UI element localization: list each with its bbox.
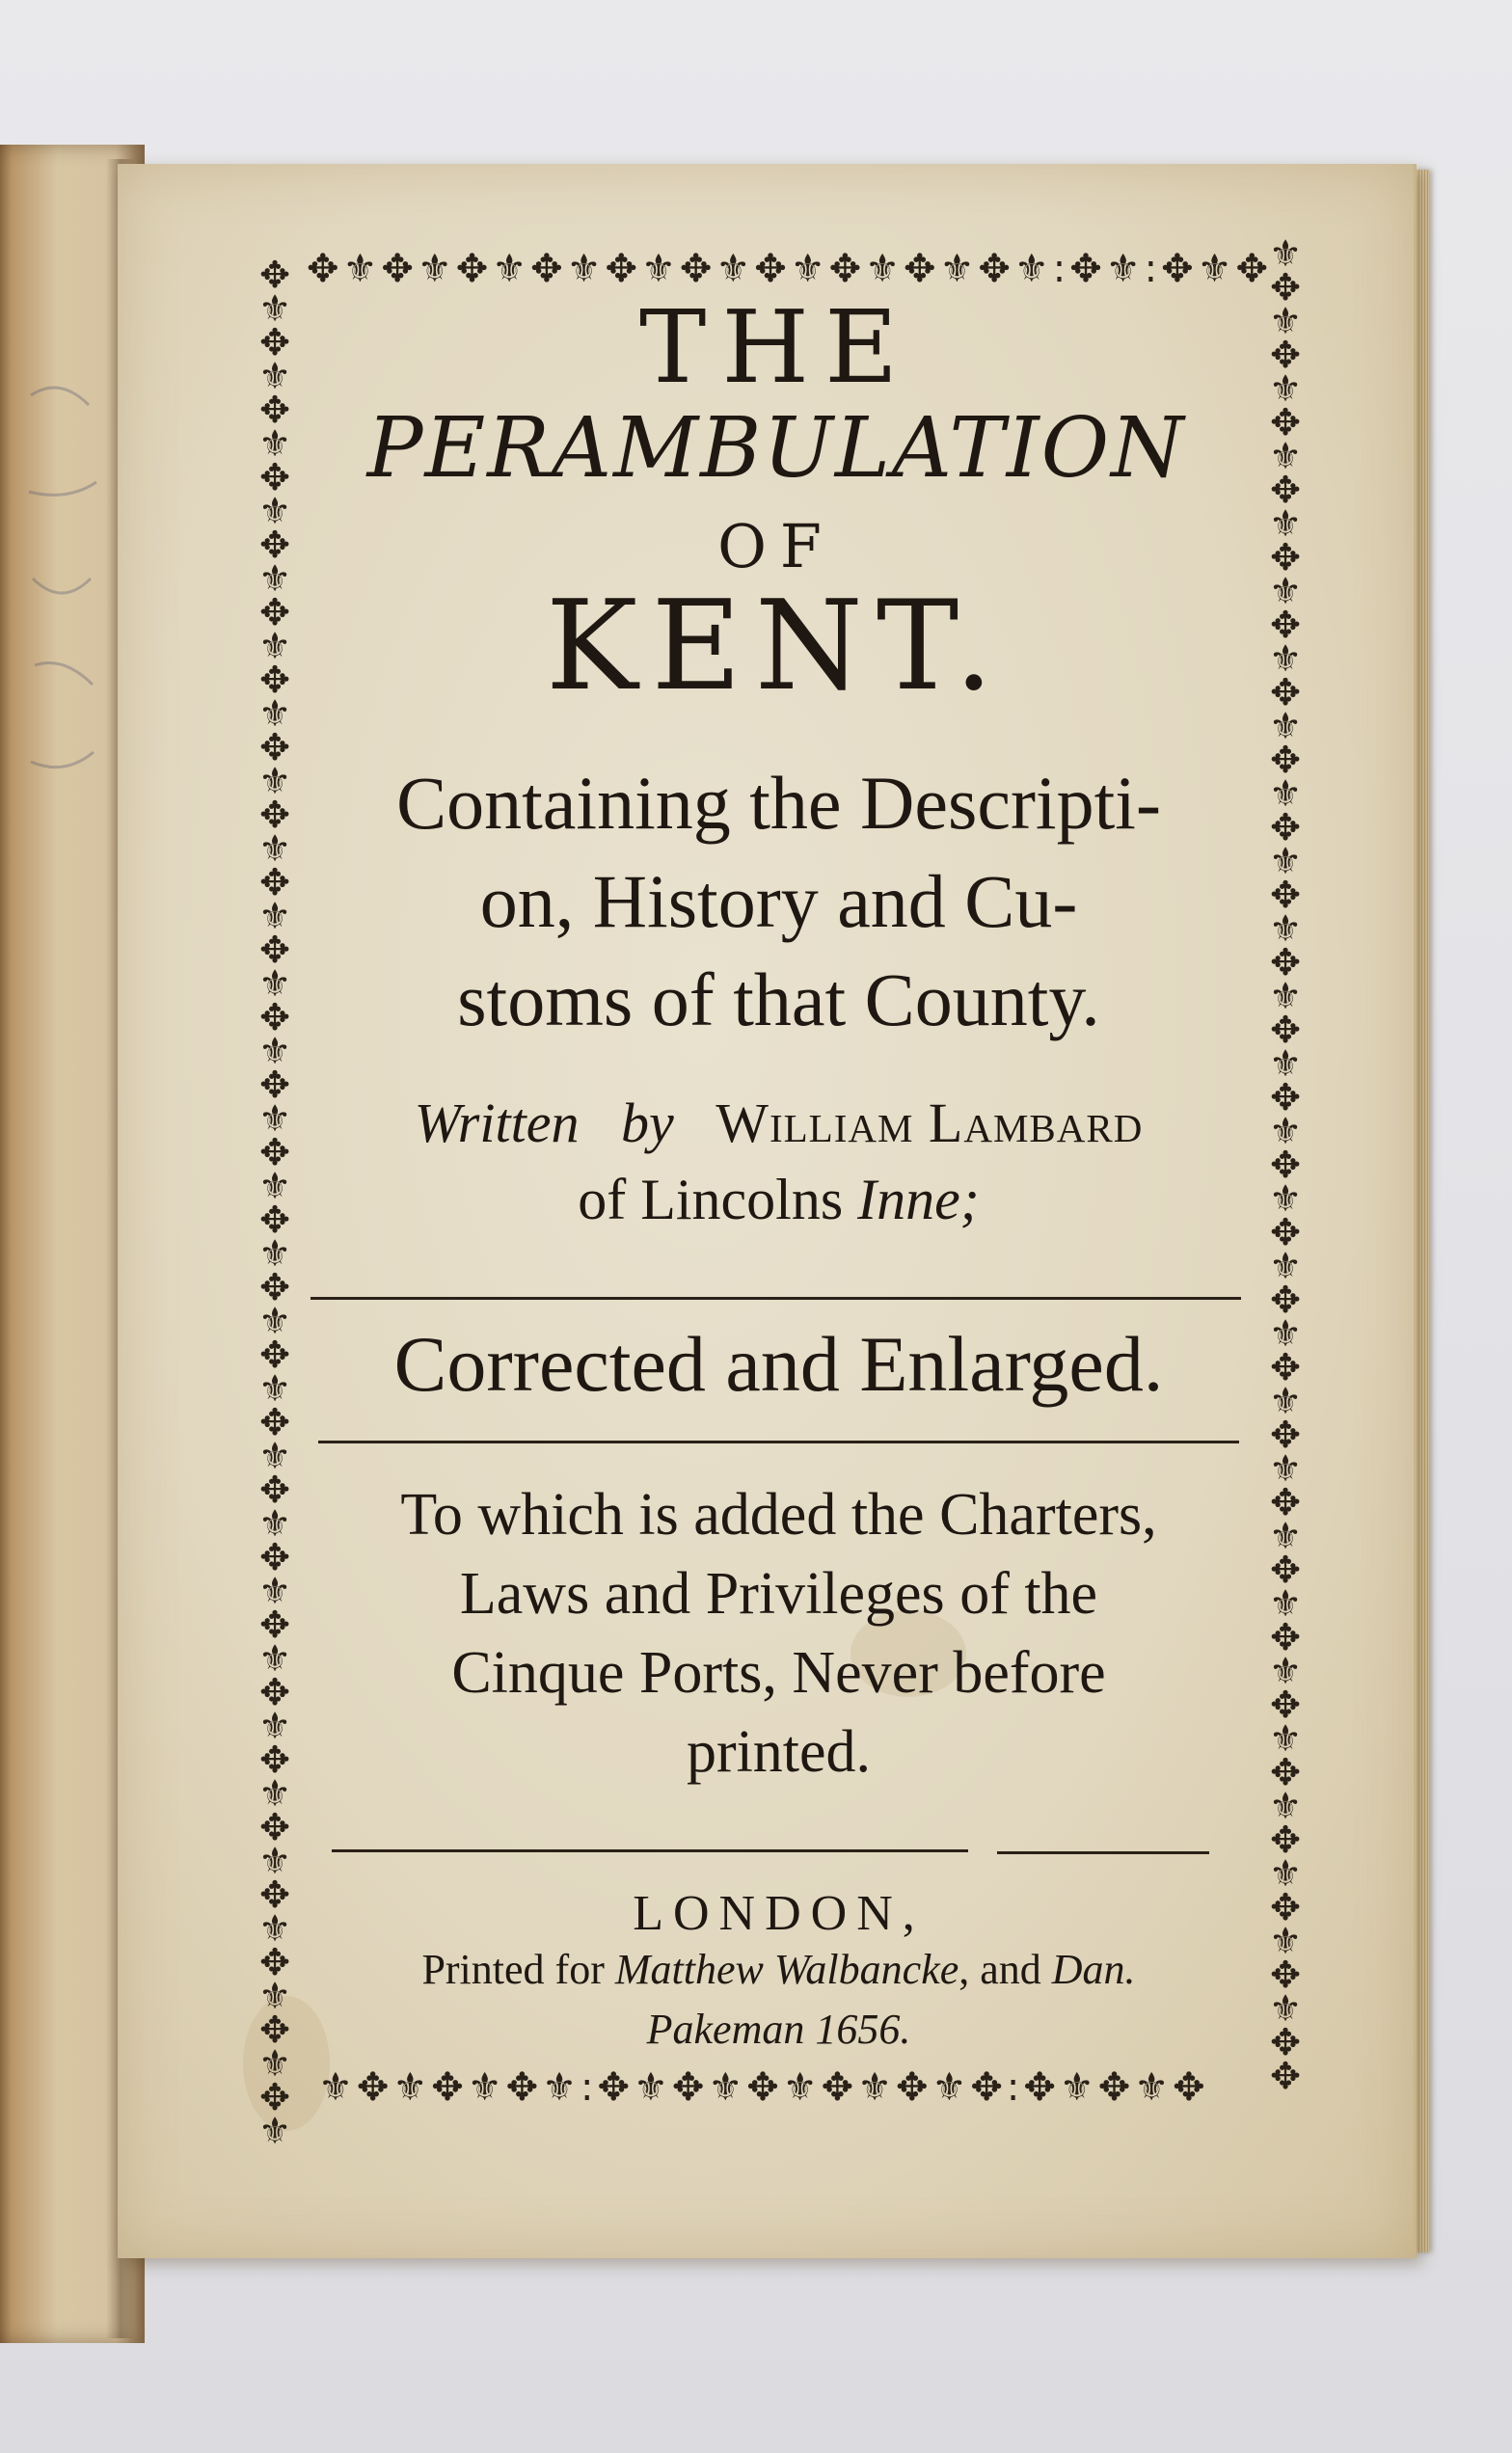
publisher-pakeman: Pakeman: [646, 2006, 805, 2053]
printed-for-label: Printed for: [421, 1946, 615, 1993]
affiliation-italic: Inne;: [857, 1168, 980, 1231]
ornament-border-right: ⚜✥⚜✥⚜✥⚜✥⚜✥⚜✥⚜✥⚜✥⚜✥⚜✥⚜✥⚜✥⚜✥⚜✥⚜✥⚜✥⚜✥⚜✥⚜✥⚜✥⚜✥⚜✥⚜✥⚜✥⚜✥⚜✥⚜✥✥: [1268, 232, 1303, 2097]
addition-line: Cinque Ports, Never before: [451, 1640, 1106, 1706]
affiliation-plain: of Lincolns: [578, 1168, 858, 1231]
addition-line: To which is added the Charters,: [400, 1482, 1157, 1548]
author-by: by: [620, 1092, 674, 1154]
subtitle-line: on, History and Cu-: [479, 859, 1078, 943]
rule-divider: [997, 1851, 1209, 1854]
publisher-dan: Dan.: [1051, 1946, 1136, 1993]
imprint-pakeman-year: [309, 2000, 1249, 2060]
rule-divider: [332, 1849, 968, 1852]
author-affiliation: [309, 1161, 1249, 1238]
rule-divider: [310, 1297, 1241, 1300]
faint-handwriting-mark: [21, 357, 108, 935]
imprint-city: LONDON,: [633, 1886, 925, 1941]
addition-line: printed.: [686, 1719, 872, 1785]
title-of: OF: [717, 511, 835, 581]
imprint-year: 1656.: [815, 2006, 911, 2053]
addition-line: Laws and Privileges of the: [459, 1561, 1098, 1627]
title-the: THE: [639, 288, 913, 406]
ornament-border-left: ✥⚜✥⚜✥⚜✥⚜✥⚜✥⚜✥⚜✥⚜✥⚜✥⚜✥⚜✥⚜✥⚜✥⚜✥⚜✥⚜✥⚜✥⚜✥⚜✥⚜✥⚜✥⚜✥⚜✥⚜✥⚜✥⚜✥⚜✥⚜: [257, 254, 292, 2152]
author-name: William Lambard: [716, 1092, 1144, 1154]
rule-divider: [318, 1441, 1239, 1443]
ornament-border-bottom: ⚜✥⚜✥⚜✥⚜:✥⚜✥⚜✥⚜✥⚜✥⚜✥:✥⚜✥⚜✥: [318, 2065, 1209, 2110]
publisher-walbancke: Matthew Walbancke: [614, 1946, 959, 1993]
subtitle-description: [309, 754, 1249, 1049]
ornament-border-top: ✥⚜✥⚜✥⚜✥⚜✥⚜✥⚜✥⚜✥⚜✥⚜✥⚜:✥⚜:✥⚜✥: [307, 247, 1272, 291]
author-line: [309, 1085, 1249, 1162]
subtitle-line: stoms of that County.: [457, 957, 1100, 1041]
title-kent: KENT.: [545, 575, 1008, 718]
subtitle-line: Containing the Descripti-: [396, 761, 1161, 845]
publisher-and: , and: [958, 1946, 1052, 1993]
author-written: Written: [414, 1092, 580, 1154]
edition-note: Corrected and Enlarged.: [393, 1320, 1164, 1408]
title-perambulation: PERAMBULATION: [366, 400, 1186, 497]
imprint-printed-for: [309, 1940, 1249, 2000]
addition-note: [309, 1475, 1249, 1792]
